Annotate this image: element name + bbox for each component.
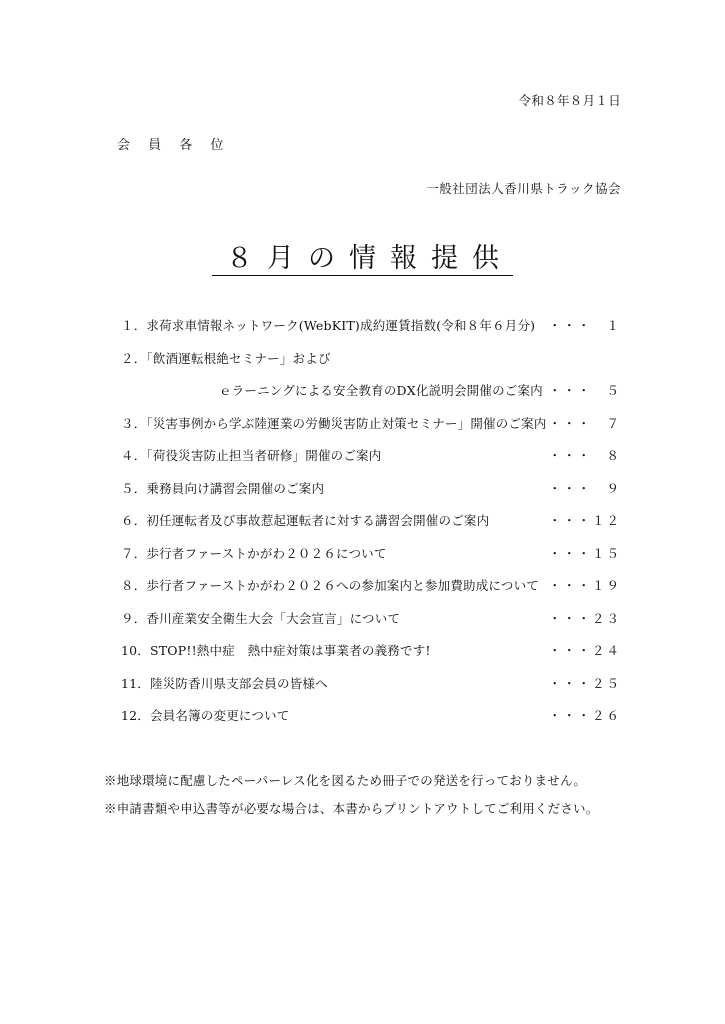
- recipient-line: 会 員 各 位: [117, 138, 231, 153]
- toc-page-number: ・・・２３: [548, 611, 621, 626]
- sender-organization: 一般社団法人香川県トラック協会: [426, 181, 621, 196]
- toc-page-number: ・・・１２: [548, 513, 621, 528]
- toc-item: ４．「荷役災害防止担当者研修」開催のご案内: [121, 448, 382, 463]
- toc-item: ２．「飲酒運転根絶セミナー」および: [121, 351, 331, 366]
- toc-page-number: ・・・１９: [548, 578, 621, 593]
- toc-item: 11．陸災防香川県支部会員の皆様へ: [121, 676, 328, 691]
- printout-note: ※申請書類や申込書等が必要な場合は、本書からプリントアウトしてご利用ください。: [104, 801, 599, 816]
- toc-item: 10．STOP!!熱中症 熱中症対策は事業者の義務です!: [121, 643, 431, 658]
- toc-item: ７．歩行者ファーストかがわ２０２６について: [121, 546, 387, 561]
- toc-item: ８．歩行者ファーストかがわ２０２６への参加案内と参加費助成について: [121, 578, 539, 593]
- toc-item: ５．乗務員向け講習会開催のご案内: [121, 481, 325, 496]
- toc-page-number: ・・・ １: [548, 318, 621, 333]
- document-date: 令和８年８月１日: [518, 93, 621, 108]
- toc-item: １．求荷求車情報ネットワーク(WebKIT)成約運賃指数(令和８年６月分): [121, 318, 536, 333]
- toc-page-number: ・・・１５: [548, 546, 621, 561]
- page-title-wrapper: [0, 243, 725, 276]
- paperless-note: ※地球環境に配慮したペーパーレス化を図るため冊子での発送を行っておりません。: [104, 773, 587, 788]
- toc-item: ３．「災害事例から学ぶ陸運業の労働災害防止対策セミナー」開催のご案内: [121, 416, 547, 431]
- toc-page-number: ・・・ ７: [548, 416, 621, 431]
- page-title: ８月の情報提供: [212, 243, 513, 276]
- toc-page-number: ・・・２５: [548, 676, 621, 691]
- toc-page-number: ・・・２４: [548, 643, 621, 658]
- toc-page-number: ・・・ ９: [548, 481, 621, 496]
- toc-item: 12．会員名簿の変更について: [121, 708, 290, 723]
- toc-page-number: ・・・ ５: [548, 383, 621, 398]
- toc-item: ６．初任運転者及び事故惹起運転者に対する講習会開催のご案内: [121, 513, 490, 528]
- toc-item-continuation: ｅラーニングによる安全教育のDX化説明会開催のご案内: [219, 383, 543, 398]
- toc-item: ９．香川産業安全衛生大会「大会宣言」について: [121, 611, 401, 626]
- toc-page-number: ・・・ ８: [548, 448, 621, 463]
- toc-page-number: ・・・２６: [548, 708, 621, 723]
